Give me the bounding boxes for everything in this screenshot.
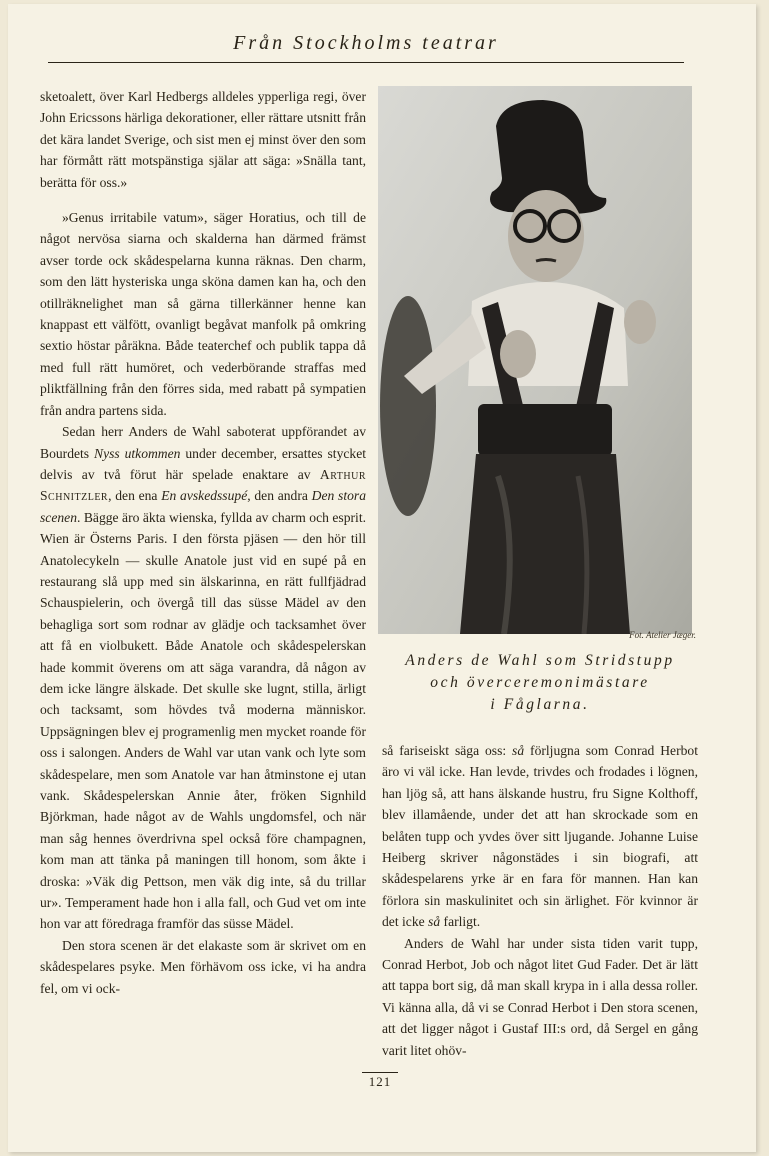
author-name: Arthur Schnitzler — [40, 466, 366, 504]
paragraph-4: Den stora scenen är det elakaste som är skrivet om en skådespelares psyke. Men förhävom oss icke, vi ha andra fel, om vi ock- — [40, 937, 366, 996]
left-text-column — [40, 86, 366, 999]
caption-line: i Fåglarna. — [490, 696, 590, 713]
caption-line: Anders de Wahl som Stridstupp — [405, 652, 675, 669]
paragraph-2: »Genus irritabile vatum», säger Horatius, och till de något nervösa siarna och skalderna han därmed främst avser torde ock skådespelarna kunna räknas. Den charm, som den lätt hysteriska unga sköna damen kan ha, och den otillräknelighet man så gärna tillerkänner henne kan knappast ett välfött, ovanligt begåvat manfolk på omkring sextio höstar påräkna. Både teaterchef och publik tappa då med full rätt humöret, och vederbörande straffas med pliktfällning från den förres sida, med rabatt på sympatien från andra partens sida. — [40, 210, 366, 418]
play-title: Den stora scenen — [40, 488, 366, 525]
emphasis: så — [512, 743, 525, 758]
text-run: så fariseiskt säga oss: — [382, 743, 513, 758]
running-header: Från Stockholms teatrar — [233, 32, 499, 54]
paragraph-1: sketoalett, över Karl Hedbergs alldeles ypperliga regi, över John Ericssons härliga dekorationer, eller rättare utsnitt från det kära landet Sverige, och sist men ej minst över den som har förmått rätt motspänstiga själar att säga: »Snälla tant, berätta för oss.» — [40, 89, 366, 190]
page-number-rule — [362, 1072, 398, 1073]
header-rule — [48, 62, 684, 63]
text-run: Sedan herr Anders de Wahl saboterat uppförandet av Bourdets — [40, 424, 366, 461]
text-run: farligt. — [440, 914, 481, 930]
text-run: . Bägge äro äkta wienska, fyllda av charm och esprit. Wien är Österns Paris. I den första pjäsen — den hör till Anatolecykeln — skulle Anatole just vid en supé på en restaurang slå upp med sin älskarinna, en rätt fullfjädrad Schauspielerin, och övergå till das süsse Mädel av den behagliga sort som rodnar av glädje och tacksamhet över att få en violbukett. Både Anatole och skådespelerskan hade kommit överens om att säga varandra, då någon av dem icke längre älskade. Det skulle ske lugnt, stilla, ärligt och tacksamt, som hövdes två moderna människor. Uppsägningen blev ej programenlig men mycket roande för oss i salongen. Anders de Wahl var utan vank och lyte som skådespelare, men som Anatole var han åtminstone ej utan vank. Skådespelerskan Annie åter, fröken Signhild Björkman, hade något av de Wahls ungdomsfel, och när man såg hennes överdrivna spel också före champagnen, kom man att tänka på maningen till honom, som åkte i droska: »Väk dig Pettson, men väk dig inte, så du trillar ur». Temperament hade hon i alla fall, och Gud vet om inte hon var att föredraga framför das süsse Mädel. — [40, 509, 366, 932]
caption-line: och överceremonimästare — [430, 674, 650, 691]
text-run: under december, ersattes stycket delvis av två förut här spelade enaktare av — [40, 445, 367, 482]
photo-caption — [382, 650, 698, 716]
photo-credit: Fot. Atelier Jæger. — [629, 630, 696, 640]
page-number: 121 — [368, 1074, 392, 1089]
paragraph-5 — [382, 740, 698, 933]
actor-photograph — [378, 86, 692, 634]
text-run: , den andra — [247, 488, 312, 504]
play-title: Nyss utkommen — [94, 445, 181, 461]
text-run: , den ena — [108, 488, 162, 504]
paragraph-3 — [40, 421, 366, 935]
text-run: förljugna som Conrad Herbot äro vi väl icke. Han levde, trivdes och frodades i lögnen, han ljög så, att hans älskande hustru, fru Signe Kolthoff, blev illamående, under det att han skrockade som en belåten tupp och yvdes över sitt ljugande. Johanne Luise Heiberg skriver någonstädes i sin biografi, att skådespelarens yrke är en fara för mannen. Han kan förlora sin maskulinitet och sin ärlighet. För kvinnor är det icke — [382, 743, 698, 930]
play-title: En avskedssupé — [161, 488, 248, 504]
paragraph-gap — [40, 193, 366, 207]
paragraph-6: Anders de Wahl har under sista tiden varit tupp, Conrad Herbot, Job och något litet Gud Fader. Det är lätt att tappa bort sig, då man skall krypa in i alla dessa roller. Vi känna alla, då vi se Conrad Herbot i Den stora scenen, att det ligger något i Gustaf III:s ord, då Sergel en gång varit litet ohöv- — [382, 935, 698, 1058]
emphasis: så — [428, 914, 441, 930]
right-text-column — [382, 740, 698, 1061]
photo-illustration — [378, 86, 692, 634]
